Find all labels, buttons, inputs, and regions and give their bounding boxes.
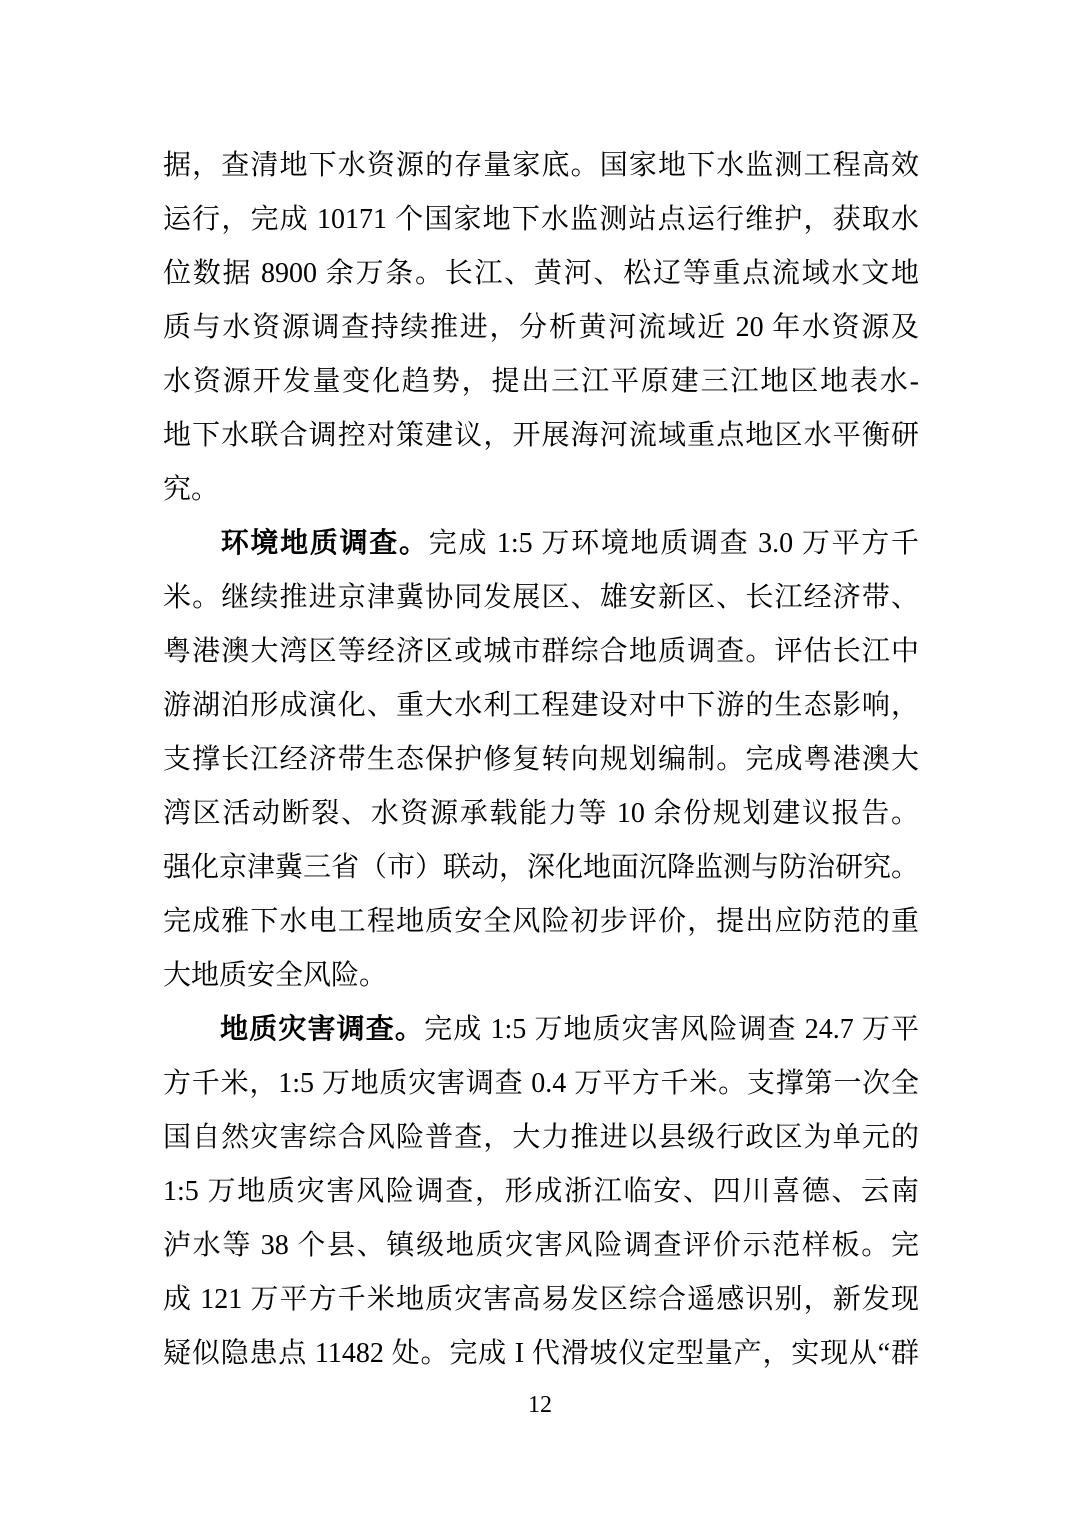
page-number: 12 [528,1392,552,1418]
text-line: 质与水资源调查持续推进，分析黄河流域近 20 年水资源及 [163,312,919,343]
text-line: 国自然灾害综合风险普查，大力推进以县级行政区为单元的 [163,1122,919,1153]
text-line: 运行，完成 10171 个国家地下水监测站点运行维护，获取水 [163,204,919,235]
text-line: 粤港澳大湾区等经济区或城市群综合地质调查。评估长江中 [163,636,919,667]
text-line: 完成雅下水电工程地质安全风险初步评价，提出应防范的重 [163,906,919,937]
text-line: 强化京津冀三省（市）联动，深化地面沉降监测与防治研究。 [163,852,920,883]
text-line: 水资源开发量变化趋势，提出三江平原建三江地区地表水- [163,366,919,397]
text-line: 米。继续推进京津冀协同发展区、雄安新区、长江经济带、 [163,582,919,613]
text-line: 大地质安全风险。 [163,960,388,991]
text-line: 方千米，1:5 万地质灾害调查 0.4 万平方千米。支撑第一次全 [163,1068,919,1099]
text-line: 位数据 8900 余万条。长江、黄河、松辽等重点流域水文地 [163,258,919,289]
text-line: 支撑长江经济带生态保护修复转向规划编制。完成粤港澳大 [163,744,919,775]
paragraph-lead: 环境地质调查。 [219,528,429,559]
text-line: 泸水等 38 个县、镇级地质灾害风险调查评价示范样板。完 [163,1230,919,1261]
text-line: 环境地质调查。完成 1:5 万环境地质调查 3.0 万平方千 [219,528,919,559]
text-line: 1:5 万地质灾害风险调查，形成浙江临安、四川喜德、云南 [163,1176,919,1207]
text-line: 游湖泊形成演化、重大水利工程建设对中下游的生态影响， [163,690,919,721]
text-line: 地质灾害调查。完成 1:5 万地质灾害风险调查 24.7 万平 [219,1014,919,1045]
text-body [163,139,919,1381]
text-line: 湾区活动断裂、水资源承载能力等 10 余份规划建议报告。 [163,798,919,829]
text-line: 疑似隐患点 11482 处。完成 I 代滑坡仪定型量产，实现从“群 [163,1338,919,1369]
paragraph-lead: 地质灾害调查。 [219,1014,425,1045]
text-line: 究。 [163,474,220,505]
text-line: 成 121 万平方千米地质灾害高易发区综合遥感识别，新发现 [163,1284,919,1315]
text-line: 据，查清地下水资源的存量家底。国家地下水监测工程高效 [163,150,919,181]
text-line: 地下水联合调控对策建议，开展海河流域重点地区水平衡研 [163,420,919,451]
